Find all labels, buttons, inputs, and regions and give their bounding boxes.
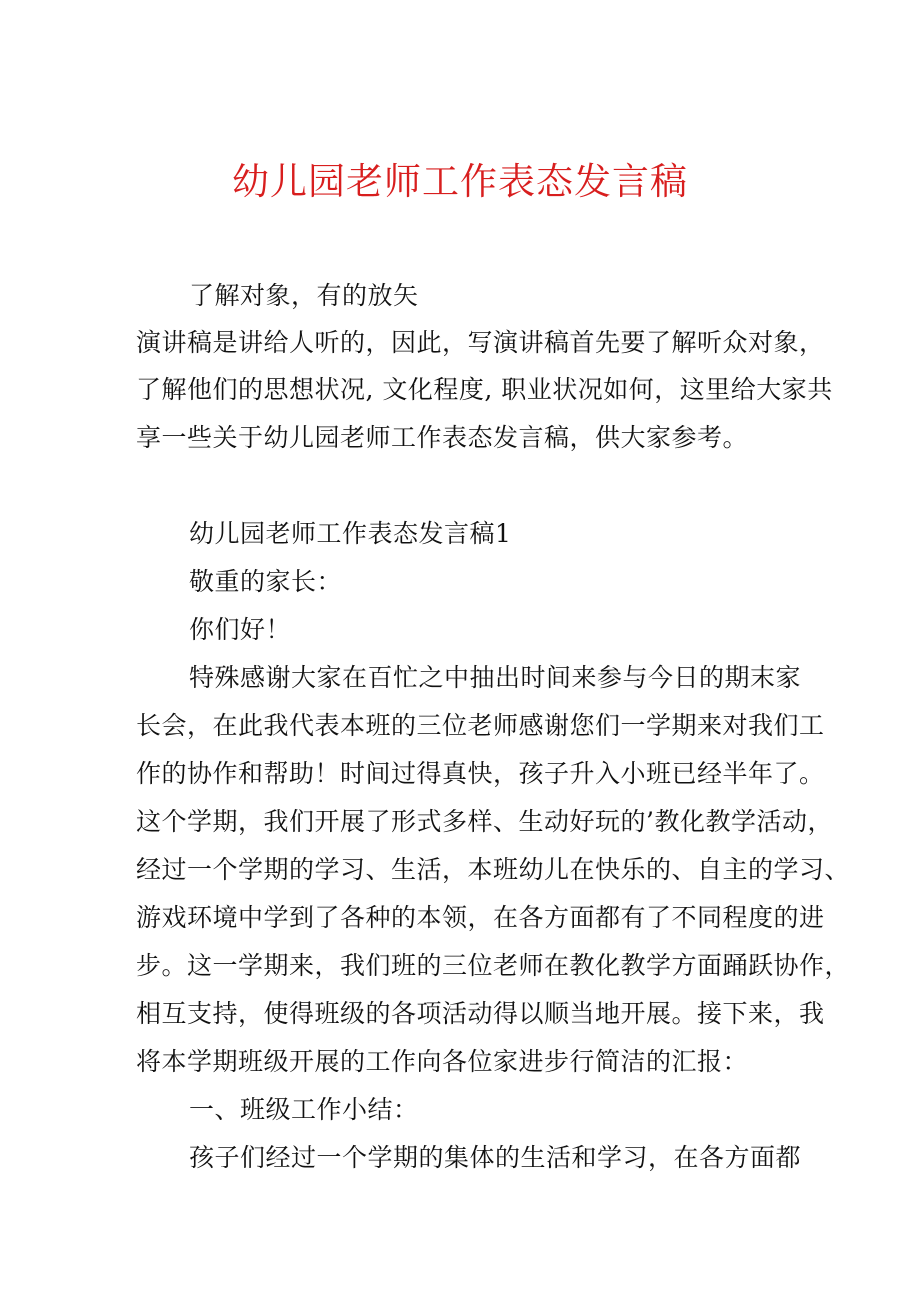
paragraph-line: 长会，在此我代表本班的三位老师感谢您们一学期来对我们工	[136, 711, 825, 740]
paragraph-line: 经过一个学期的学习、生活，本班幼儿在快乐的、自主的学习、	[136, 855, 851, 884]
speech-heading: 幼儿园老师工作表态发言稿1	[189, 519, 512, 548]
paragraph-line: 游戏环境中学到了各种的本领，在各方面都有了不同程度的进	[136, 903, 825, 932]
paragraph-line: 特殊感谢大家在百忙之中抽出时间来参与今日的期末家	[189, 663, 802, 692]
paragraph-line: 相互支持，使得班级的各项活动得以顺当地开展。接下来，我	[136, 999, 825, 1028]
speech-greeting: 你们好！	[189, 615, 292, 644]
intro-line: 了解他们的思想状况, 文化程度, 职业状况如何，这里给大家共	[136, 375, 833, 404]
intro-line: 演讲稿是讲给人听的，因此，写演讲稿首先要了解听众对象，	[136, 328, 825, 357]
intro-line: 享一些关于幼儿园老师工作表态发言稿，供大家参考。	[136, 423, 749, 452]
section-first-line: 孩子们经过一个学期的集体的生活和学习，在各方面都	[189, 1143, 802, 1172]
paragraph-line: 将本学期班级开展的工作向各位家进步行简洁的汇报：	[136, 1047, 749, 1076]
intro-heading: 了解对象，有的放矢	[189, 281, 419, 310]
section-heading: 一、班级工作小结：	[189, 1095, 419, 1124]
paragraph-line: 作的协作和帮助！时间过得真快，孩子升入小班已经半年了。	[136, 759, 825, 788]
paragraph-line: 步。这一学期来，我们班的三位老师在教化教学方面踊跃协作，	[136, 951, 851, 980]
document-title: 幼儿园老师工作表态发言稿	[232, 160, 688, 203]
speech-salutation: 敬重的家长：	[189, 567, 343, 596]
paragraph-line: 这个学期，我们开展了形式多样、生动好玩的’教化教学活动，	[136, 807, 833, 836]
